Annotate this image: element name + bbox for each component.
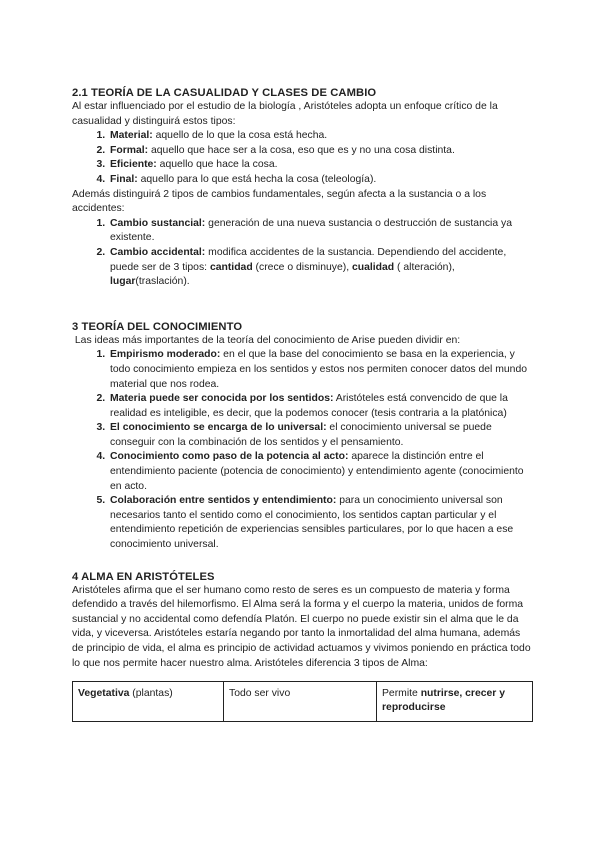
cambio-text: modifica accidentes de la sustancia. Dependiendo del accidente, puede ser de 3 tipos: — [110, 246, 507, 273]
cambio-text: generación de una nueva sustancia o destrucción de sustancia ya existente. — [110, 217, 513, 244]
table-cell-tipo — [73, 682, 224, 722]
item-term: Colaboración entre sentidos y entendimiento: — [110, 495, 337, 507]
lugar-term: lugar — [110, 276, 136, 288]
causas-list — [72, 129, 534, 187]
causa-term: Eficiente: — [110, 159, 157, 171]
cambios-list — [72, 217, 534, 290]
cambio-term: Cambio accidental: — [110, 246, 206, 258]
alma-body: Aristóteles afirma que el ser humano como resto de seres es un compuesto de materia y forma defendido a través del hilemorfismo. El Alma será la forma y el cuerpo la materia, unidos de forma sustancial y no accidental como defendía Platón. El cuerpo no puede existir sin el alma que le da vida, y viceversa. Aristóteles estaría negando por tanto la inmortalidad del alma humana, además de principio de vida, el alma es principio de actividad actuamos y vivimos poniendo en práctica todo lo que nos permite hacer nuestro alma. Aristóteles diferencia 3 tipos de Alma: — [72, 584, 531, 669]
item-term: Materia puede ser conocida por los sentidos: — [110, 393, 334, 405]
list-item — [108, 421, 534, 450]
list-item — [108, 144, 534, 159]
list-item — [108, 392, 534, 421]
causa-text: aquello para lo que está hecha la cosa (teleología). — [137, 173, 377, 185]
funcion-prefix: Permite — [382, 688, 421, 700]
cambio-text: (crece o disminuye), — [252, 261, 352, 273]
causa-text: aquello que hace ser a la cosa, eso que es y no una cosa distinta. — [148, 144, 455, 156]
conocimiento-list — [72, 348, 534, 552]
item-text: aparece la distinción entre el entendimiento paciente (potencia de conocimiento) y entendimiento agente (conocimiento en acto. — [110, 451, 524, 492]
table-cell-funcion — [377, 682, 533, 722]
item-text: para un conocimiento universal son necesarios tanto el sentido como el conocimiento, los sentidos captan particular y el entendimiento repetición de experiencias sensibles particulares, por lo que hacen a ese conocimiento universal. — [110, 495, 514, 551]
cualidad-term: cualidad — [352, 261, 395, 273]
document-content — [72, 86, 534, 722]
alma-vegetativa-term: Vegetativa — [78, 688, 130, 700]
list-item — [108, 494, 534, 552]
item-text: el conocimiento universal se puede conseguir con la combinación de los sentidos y el pensamiento. — [110, 422, 492, 448]
cambio-term: Cambio sustancial: — [110, 217, 206, 229]
table-row — [73, 682, 533, 722]
section-title-conocimiento: 3 TEORÍA DEL CONOCIMIENTO — [72, 320, 243, 333]
causa-text: aquello de lo que la cosa está hecha. — [152, 130, 328, 142]
list-item — [108, 129, 534, 144]
causalidad-intro: Al estar influenciado por el estudio de la biología , Aristóteles adopta un enfoque crítico de la casualidad y distinguirá estos tipos: — [72, 101, 498, 127]
item-term: Empirismo moderado: — [110, 349, 221, 361]
item-text: Aristóteles está convencido de que la realidad es inteligible, es decir, que la podemos conocer (tesis contraria a la platónica) — [110, 393, 508, 419]
cambio-text: (traslación). — [135, 276, 190, 288]
list-item — [108, 158, 534, 173]
section-title-causalidad: 2.1 TEORÍA DE LA CASUALIDAD Y CLASES DE CAMBIO — [72, 87, 377, 99]
causa-term: Formal: — [110, 144, 149, 156]
alma-vegetativa-note: (plantas) — [129, 688, 173, 700]
list-item — [108, 246, 534, 290]
list-item — [108, 217, 534, 246]
list-item — [108, 348, 534, 392]
cambio-text: ( alteración), — [394, 261, 455, 273]
causa-term: Final: — [110, 173, 138, 185]
causa-text: aquello que hace la cosa. — [156, 159, 278, 171]
list-item — [108, 450, 534, 494]
funcion-term: nutrirse, crecer y reproducirse — [382, 688, 506, 714]
table-cell-seres: Todo ser vivo — [224, 682, 377, 722]
cambios-intro: Además distinguirá 2 tipos de cambios fundamentales, según afecta a la sustancia o a los accidentes: — [72, 188, 487, 215]
causa-term: Material: — [110, 130, 153, 142]
cantidad-term: cantidad — [209, 261, 253, 273]
item-text: en el que la base del conocimiento se basa en la experiencia, y todo conocimiento empieza en los sentidos y estos nos permiten conocer datos del mundo material que nos rodea. — [110, 349, 528, 390]
section-title-alma: 4 ALMA EN ARISTÓTELES — [72, 570, 215, 583]
conocimiento-intro: Las ideas más importantes de la teoría del conocimiento de Arise pueden dividir en: — [72, 334, 461, 346]
item-term: Conocimiento como paso de la potencia al acto: — [110, 451, 349, 463]
alma-table — [72, 681, 533, 722]
item-term: El conocimiento se encarga de lo universal: — [110, 422, 327, 434]
list-item — [108, 173, 534, 188]
